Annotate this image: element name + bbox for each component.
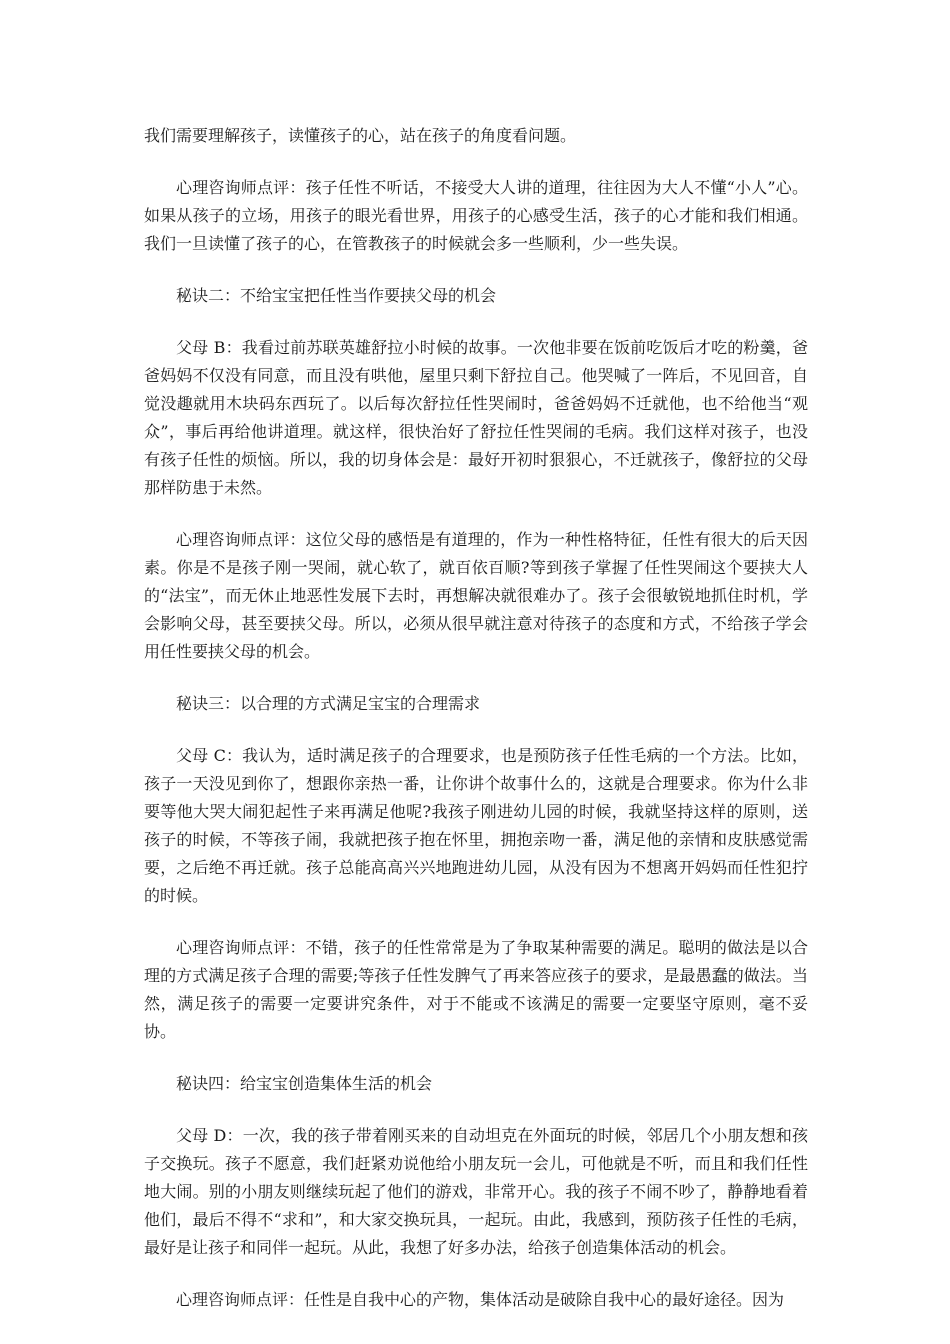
section-heading-secret-3: 秘诀三：以合理的方式满足宝宝的合理需求: [176, 694, 481, 713]
paragraph-parent-c: 父母 C：我认为，适时满足孩子的合理要求，也是预防孩子任性毛病的一个方法。比如，孩子一天没见到你了，想跟你亲热一番，让你讲个故事什么的，这就是合理要求。你为什么非要等他大哭大闹犯起性子来再满足他呢?我孩子刚进幼儿园的时候，我就坚持这样的原则，送孩子的时候，不等孩子闹，我就把孩子抱在怀里，拥抱亲吻一番，满足他的亲情和皮肤感觉需要，之后绝不再迁就。孩子总能高高兴兴地跑进幼儿园，从没有因为不想离开妈妈而任性犯拧的时候。: [144, 746, 808, 905]
section-heading-secret-2: 秘诀二：不给宝宝把任性当作要挟父母的机会: [176, 286, 497, 305]
paragraph-counselor-comment-3: 心理咨询师点评：不错，孩子的任性常常是为了争取某种需要的满足。聪明的做法是以合理的方式满足孩子合理的需要;等孩子任性发脾气了再来答应孩子的要求，是最愚蠢的做法。当然，满足孩子的需要一定要讲究条件，对于不能或不该满足的需要一定要坚守原则，毫不妥协。: [144, 938, 808, 1041]
paragraph-counselor-comment-2: 心理咨询师点评：这位父母的感悟是有道理的，作为一种性格特征，任性有很大的后天因素。你是不是孩子刚一哭闹，就心软了，就百依百顺?等到孩子掌握了任性哭闹这个要挟大人的“法宝”，而无休止地恶性发展下去时，再想解决就很难办了。孩子会很敏锐地抓住时机，学会影响父母，甚至要挟父母。所以，必须从很早就注意对待孩子的态度和方式，不给孩子学会用任性要挟父母的机会。: [144, 530, 808, 661]
paragraph-intro-summary: 我们需要理解孩子，读懂孩子的心，站在孩子的角度看问题。: [144, 126, 577, 145]
paragraph-parent-b: 父母 B：我看过前苏联英雄舒拉小时候的故事。一次他非要在饭前吃饭后才吃的粉羹，爸爸妈妈不仅没有同意，而且没有哄他，屋里只剩下舒拉自己。他哭喊了一阵后，不见回音，自觉没趣就用木块码东西玩了。以后每次舒拉任性哭闹时，爸爸妈妈不迁就他，也不给他当“观众”，事后再给他讲道理。就这样，很快治好了舒拉任性哭闹的毛病。我们这样对孩子，也没有孩子任性的烦恼。所以，我的切身体会是：最好开初时狠狠心，不迁就孩子，像舒拉的父母那样防患于未然。: [144, 338, 808, 497]
paragraph-counselor-comment-4: 心理咨询师点评：任性是自我中心的产物，集体活动是破除自我中心的最好途径。因为: [176, 1290, 785, 1309]
paragraph-counselor-comment-1: 心理咨询师点评：孩子任性不听话，不接受大人讲的道理，往往因为大人不懂“小人”心。如果从孩子的立场，用孩子的眼光看世界，用孩子的心感受生活，孩子的心才能和我们相通。我们一旦读懂了孩子的心，在管教孩子的时候就会多一些顺利，少一些失误。: [144, 178, 808, 253]
paragraph-parent-d: 父母 D：一次，我的孩子带着刚买来的自动坦克在外面玩的时候，邻居几个小朋友想和孩子交换玩。孩子不愿意，我们赶紧劝说他给小朋友玩一会儿，可他就是不听，而且和我们任性地大闹。别的小朋友则继续玩起了他们的游戏，非常开心。我的孩子不闹不吵了，静静地看着他们，最后不得不“求和”，和大家交换玩具，一起玩。由此，我感到，预防孩子任性的毛病，最好是让孩子和同伴一起玩。从此，我想了好多办法，给孩子创造集体活动的机会。: [144, 1126, 808, 1257]
document-page: [144, 122, 808, 1338]
section-heading-secret-4: 秘诀四：给宝宝创造集体生活的机会: [176, 1074, 433, 1093]
